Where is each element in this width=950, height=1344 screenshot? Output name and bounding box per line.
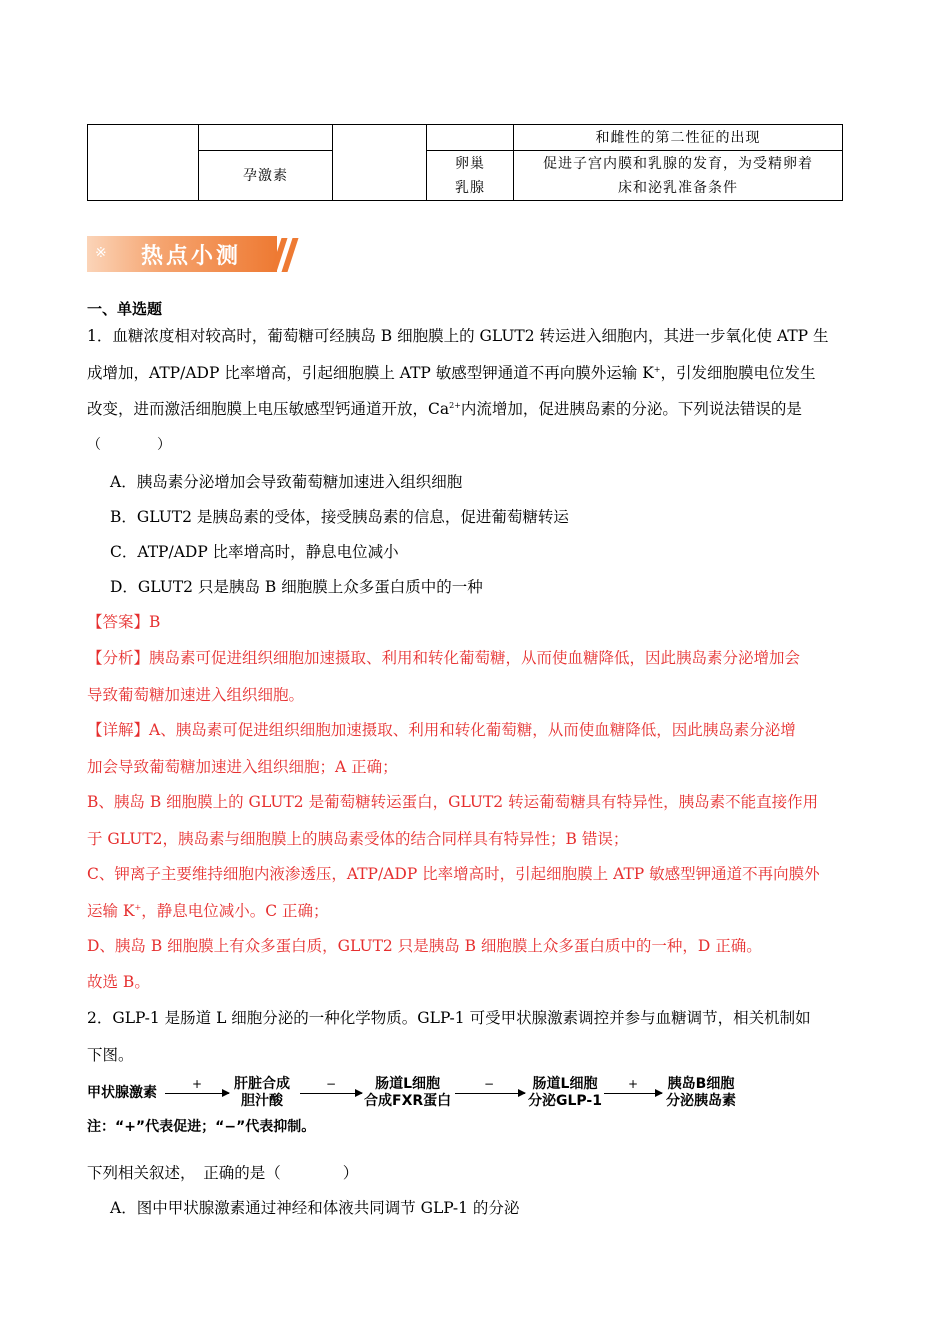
banner-title: 热点小测: [141, 244, 242, 269]
q1-stem: 成增加，ATP/ADP 比率增高，引起细胞膜上 ATP 敏感型钾通道不再向膜外运输 K+，引发细胞膜电位发生: [87, 364, 816, 382]
table-cell-effect: 和雌性的第二性征的出现: [514, 125, 843, 151]
q1-answer: 【答案】B: [87, 613, 161, 631]
table-cell-organ: [427, 151, 514, 201]
effect-line: 床和泌乳准备条件: [618, 179, 738, 196]
banner-mark-icon: ※: [95, 245, 107, 261]
diagram-sign: −: [484, 1077, 495, 1091]
diagram-note: 注：“+”代表促进；“−”代表抑制。: [87, 1119, 316, 1135]
table-cell-effect: [514, 151, 843, 201]
organ-ovary: 卵巢: [455, 155, 485, 172]
q1-detail: C、钾离子主要维持细胞内液渗透压，ATP/ADP 比率增高时，引起细胞膜上 ATP 敏感型钾通道不再向膜外: [87, 865, 820, 883]
q1-option-b: B．GLUT2 是胰岛素的受体，接受胰岛素的信息，促进葡萄糖转运: [110, 508, 569, 526]
q1-detail: 【详解】A、胰岛素可促进组织细胞加速摄取、利用和转化葡萄糖，从而使血糖降低，因此胰岛素分泌增: [87, 721, 796, 739]
q2-stem: 下图。: [87, 1046, 134, 1064]
section-title: 一、单选题: [87, 300, 163, 318]
q1-option-d: D．GLUT2 只是胰岛 B 细胞膜上众多蛋白质中的一种: [110, 578, 483, 596]
organ-mammary: 乳腺: [455, 179, 485, 196]
arrow-icon: [165, 1093, 229, 1094]
diagram-node-insulin: 胰岛B细胞 分泌胰岛素: [666, 1076, 736, 1109]
arrow-icon: [455, 1093, 525, 1094]
q1-option-a: A．胰岛素分泌增加会导致葡萄糖加速进入组织细胞: [110, 473, 463, 491]
q2-stem: 2．GLP-1 是肠道 L 细胞分泌的一种化学物质。GLP-1 可受甲状腺激素调控并参与血糖调节，相关机制如: [87, 1009, 811, 1027]
diagram-node-fxr: 肠道L细胞 合成FXR蛋白: [364, 1076, 452, 1109]
q1-detail: 运输 K+，静息电位减小。C 正确；: [87, 902, 329, 920]
q1-stem: 1．血糖浓度相对较高时，葡萄糖可经胰岛 B 细胞膜上的 GLUT2 转运进入细胞内，其进一步氧化使 ATP 生: [87, 327, 829, 345]
q2-option-a: A．图中甲状腺激素通过神经和体液共同调节 GLP-1 的分泌: [110, 1199, 520, 1217]
table-cell-hormone: 孕激素: [199, 151, 333, 201]
diagram-node-glp1: 肠道L细胞 分泌GLP-1: [528, 1076, 602, 1109]
diagram-sign: +: [192, 1077, 203, 1091]
arrow-icon: [300, 1093, 362, 1094]
q1-detail: 加会导致葡萄糖加速进入组织细胞；A 正确；: [87, 758, 398, 776]
q1-stem: 改变，进而激活细胞膜上电压敏感型钙通道开放，$Ca^{2+}$内流增加，促进胰岛素的分泌。下列说法错误的是: [87, 400, 802, 418]
q1-answer-blank: （ ）: [87, 437, 171, 453]
arrow-icon: [604, 1093, 662, 1094]
table-cell: [333, 125, 427, 201]
q1-detail: B、胰岛 B 细胞膜上的 GLUT2 是葡萄糖转运蛋白，GLUT2 转运葡萄糖具有特异性，胰岛素不能直接作用: [87, 793, 819, 811]
q1-option-c: C．ATP/ADP 比率增高时，静息电位减小: [110, 543, 399, 561]
diagram-sign: +: [628, 1077, 639, 1091]
hormone-table: [87, 124, 843, 201]
q1-analysis: 【分析】胰岛素可促进组织细胞加速摄取、利用和转化葡萄糖，从而使血糖降低，因此胰岛素分泌增加会: [87, 649, 801, 667]
diagram-node-thyroid: 甲状腺激素: [87, 1085, 157, 1101]
q1-detail: D、胰岛 B 细胞膜上有众多蛋白质，GLUT2 只是胰岛 B 细胞膜上众多蛋白质中的一种，D 正确。: [87, 937, 762, 955]
q2-question: 下列相关叙述， 正确的是（ ）: [87, 1164, 359, 1182]
table-cell: [88, 125, 199, 201]
table-cell: [427, 125, 514, 151]
q1-detail: 于 GLUT2，胰岛素与细胞膜上的胰岛素受体的结合同样具有特异性；B 错误；: [87, 830, 629, 848]
table-cell: [199, 125, 333, 151]
effect-line: 促进子宫内膜和乳腺的发育，为受精卵着: [543, 155, 813, 172]
q1-conclusion: 故选 B。: [87, 973, 150, 991]
q1-analysis: 导致葡萄糖加速进入组织细胞。: [87, 686, 305, 704]
diagram-sign: −: [326, 1077, 337, 1091]
diagram-node-liver: 肝脏合成 胆汁酸: [234, 1076, 290, 1109]
section-banner: [87, 236, 277, 272]
